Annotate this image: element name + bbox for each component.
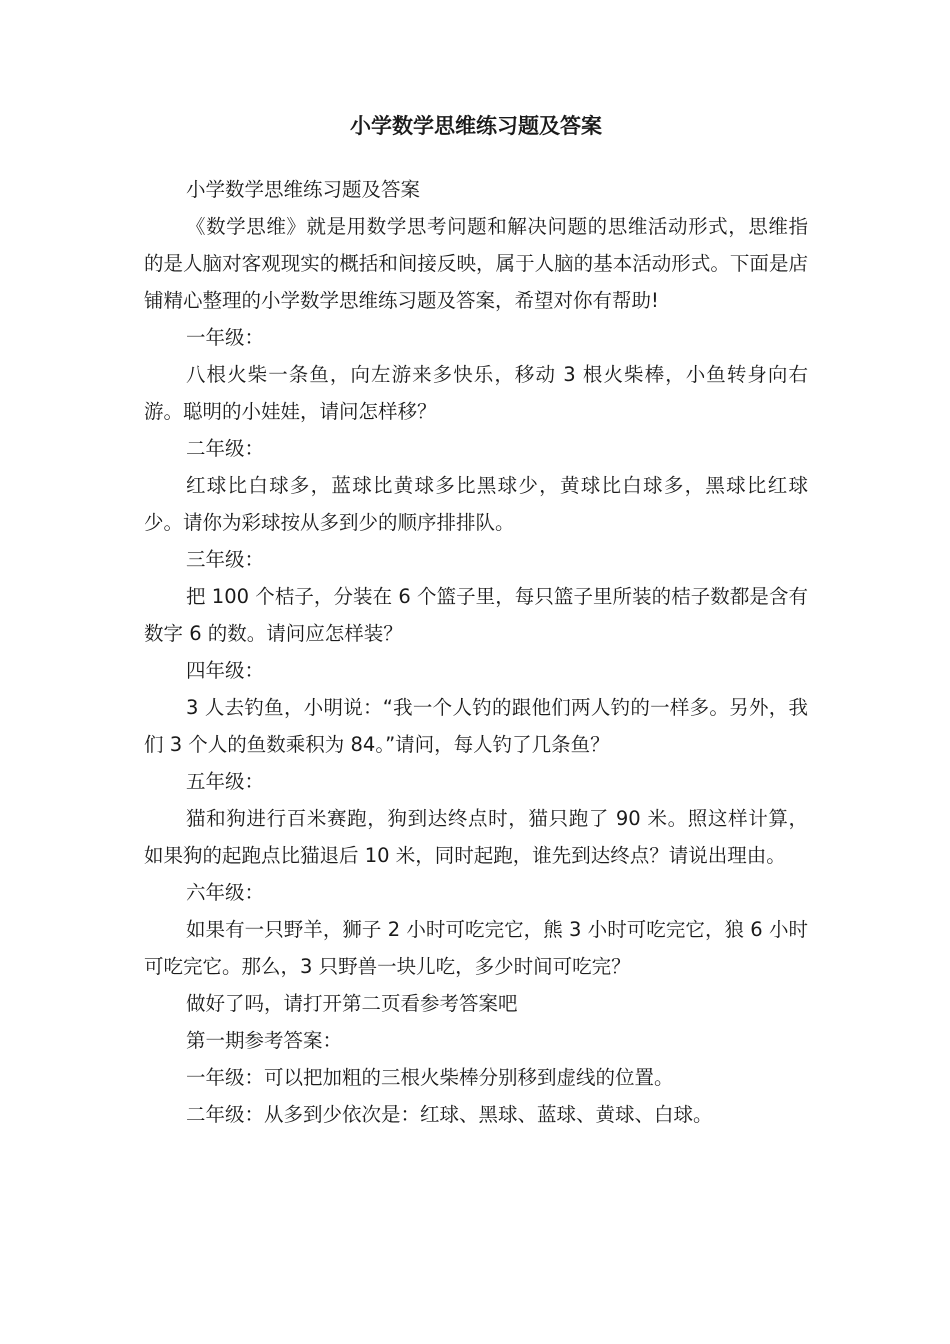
grade-4-label: 四年级： — [186, 659, 265, 682]
document-title: 小学数学思维练习题及答案 — [350, 114, 602, 138]
grade-1-question: 八根火柴一条鱼，向左游来多快乐，移动 3 根火柴棒，小鱼转身向右游。聪明的小娃娃，请问怎样移？ — [144, 363, 808, 423]
grade-2-answer: 二年级：从多到少依次是：红球、黑球、蓝球、黄球、白球。 — [186, 1103, 713, 1126]
answers-heading: 第一期参考答案： — [186, 1029, 343, 1052]
grade-1-label: 一年级： — [186, 326, 265, 349]
answer-prompt: 做好了吗，请打开第二页看参考答案吧 — [186, 992, 518, 1015]
grade-2-label: 二年级： — [186, 437, 265, 460]
paragraph-intro: 《数学思维》就是用数学思考问题和解决问题的思维活动形式，思维指的是人脑对客观现实的概括和间接反映，属于人脑的基本活动形式。下面是店铺精心整理的小学数学思维练习题及答案，希望对你有帮助! — [144, 215, 808, 312]
grade-3-label: 三年级： — [186, 548, 265, 571]
grade-4-question: 3 人去钓鱼，小明说：“我一个人钓的跟他们两人钓的一样多。另外，我们 3 个人的鱼数乘积为 84。”请问，每人钓了几条鱼？ — [144, 696, 808, 756]
grade-2-question: 红球比白球多，蓝球比黄球多比黑球少，黄球比白球多，黑球比红球少。请你为彩球按从多到少的顺序排排队。 — [144, 474, 808, 534]
grade-3-question: 把 100 个桔子，分装在 6 个篮子里，每只篮子里所装的桔子数都是含有数字 6 的数。请问应怎样装？ — [144, 585, 808, 645]
grade-1-answer: 一年级：可以把加粗的三根火柴棒分别移到虚线的位置。 — [186, 1066, 674, 1089]
grade-5-question: 猫和狗进行百米赛跑，狗到达终点时，猫只跑了 90 米。照这样计算，如果狗的起跑点比猫退后 10 米，同时起跑，谁先到达终点？请说出理由。 — [144, 807, 808, 867]
document-body — [144, 171, 808, 1133]
paragraph-heading: 小学数学思维练习题及答案 — [186, 178, 421, 201]
grade-5-label: 五年级： — [186, 770, 265, 793]
grade-6-label: 六年级： — [186, 881, 265, 904]
grade-6-question: 如果有一只野羊，狮子 2 小时可吃完它，熊 3 小时可吃完它，狼 6 小时可吃完它。那么，3 只野兽一块儿吃，多少时间可吃完？ — [144, 918, 808, 978]
